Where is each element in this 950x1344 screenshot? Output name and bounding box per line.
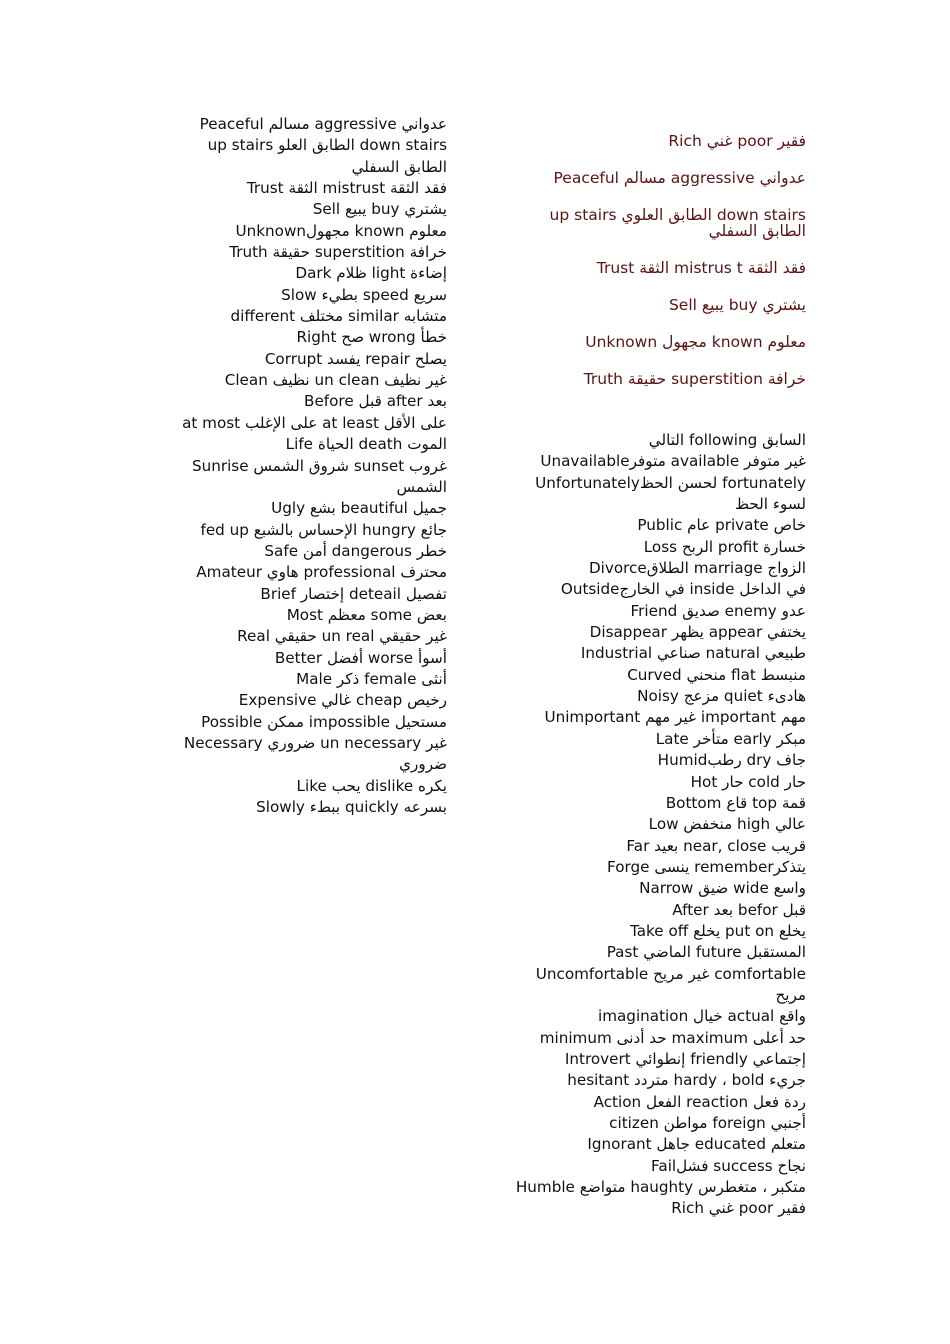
left-column-list — [170, 114, 447, 818]
vocab-line: Before قبل after بعد — [304, 392, 447, 411]
vocab-line: Right صح wrong خطأ — [296, 328, 447, 347]
vocab-line: Past الماضي future المستقبل — [606, 943, 806, 962]
vocab-line: السابق following التالي — [648, 431, 806, 449]
vocab-line: Slowly ببطء quickly بسرعه — [256, 798, 447, 816]
vocab-line: citizen مواطن foreign أجنبي — [609, 1114, 806, 1132]
right-column-bottom-list — [515, 430, 806, 1220]
vocab-line: Life الحياة death الموت — [285, 435, 447, 454]
vocab-line: Unavailableمتوفر available غير متوفر — [540, 452, 806, 471]
vocab-line: Amateur هاوي professional محترف — [196, 563, 447, 582]
vocab-line: Narrow ضيق wide واسع — [639, 879, 806, 898]
vocab-line: Introvert إنطوائي friendly إجتماعي — [564, 1049, 806, 1068]
vocab-line: Peaceful مسالم aggressive عدواني — [553, 169, 806, 187]
vocab-line: Safe أمن dangerous خطر — [264, 541, 447, 560]
vocab-line: Brief إختصار deteail تفصيل — [260, 584, 447, 603]
vocab-line: Sunrise شروق الشمس sunset غروب الشمس — [191, 456, 447, 496]
vocab-line: Sell يبيع buy يشتري — [668, 296, 806, 314]
vocab-line: Disappear يظهر appear يختفي — [589, 623, 806, 642]
vocab-line: Trust الثقة mistrus t فقد الثقة — [596, 259, 806, 277]
vocab-line: Low منخفض high عالي — [648, 815, 806, 834]
vocab-line: Unfortunatelyلحسن الحظ fortunately لسوء الحظ — [535, 473, 806, 514]
vocab-line: Unimportant غير مهم important مهم — [544, 708, 806, 727]
vocab-line: Ignorant جاهل educated متعلم — [587, 1135, 806, 1154]
vocab-line: Peaceful مسالم aggressive عدواني — [199, 115, 447, 133]
vocab-line: Clean نظيف un clean غير نظيف — [224, 371, 447, 390]
vocab-line: Necessary ضروري un necessary غير ضروري — [183, 733, 447, 774]
vocab-line: Industrial صناعي natural طبيعي — [580, 644, 806, 663]
vocab-line: Divorceالطلاق marriage الزواج — [588, 559, 806, 578]
vocab-line: Late متأخر early مبكر — [655, 729, 806, 748]
vocab-line: Possible ممكن impossible مستحيل — [201, 712, 447, 731]
vocab-line: Better أفضل worse أسوأ — [274, 648, 447, 667]
vocab-line: Bottom قاع top قمة — [665, 793, 806, 812]
vocab-line: hesitant متردد hardy ، bold جريء — [567, 1071, 806, 1090]
vocab-line: Humble متواضع haughty متكبر ، متغطرس — [515, 1178, 806, 1197]
vocab-line: Unknownمجهول known معلوم — [235, 221, 447, 240]
vocab-line: minimum حد أدنى maximum حد أعلى — [539, 1028, 806, 1047]
vocab-line: Ugly بشع beautiful جميل — [271, 499, 447, 518]
vocab-line: Failفشل success نجاح — [651, 1156, 806, 1175]
vocab-line: Loss الربح profit خسارة — [643, 537, 806, 556]
vocab-line: Corrupt يفسد repair يصلح — [264, 349, 447, 368]
vocab-line: Trust الثقة mistrust فقد الثقة — [246, 179, 447, 198]
vocab-line: Like يحب dislike يكره — [296, 776, 447, 795]
vocab-line: Noisy مزعج quiet هادىء — [637, 687, 806, 706]
vocab-line: different مختلف similar متشابه — [230, 307, 447, 326]
right-column-top-list — [515, 133, 806, 408]
vocab-line: Truth حقيقة superstition خرافة — [229, 243, 447, 262]
vocab-line: Friend صديق enemy عدو — [630, 601, 806, 620]
vocab-line: After بعد befor قبل — [672, 900, 806, 919]
vocab-line: Far بعيد near, close قريب — [626, 836, 806, 855]
vocab-line: fed up الإحساس بالشبع hungry جائع — [200, 520, 447, 539]
vocab-line: imagination خيال actual واقع — [597, 1007, 806, 1026]
vocab-line: Action الفعل reaction ردة فعل — [593, 1092, 806, 1111]
vocab-line: Dark ظلام light إضاءة — [295, 264, 447, 283]
vocab-line: Slow بطيء speed سريع — [281, 285, 447, 304]
vocab-line: Rich غني poor فقير — [671, 1199, 806, 1218]
vocab-line: Male ذكر female أنثى — [296, 669, 447, 688]
vocab-line: Hot حار cold حار — [690, 772, 806, 791]
vocab-line: Sell يبيع buy يشتري — [312, 200, 447, 219]
vocab-line: Most معظم some بعض — [286, 605, 447, 624]
vocab-line: Real حقيقي un real غير حقيقي — [237, 627, 447, 646]
vocab-line: Expensive غالي cheap رخيص — [238, 691, 447, 710]
vocab-line: up stairs الطابق العلوي down stairs الطابق السفلي — [549, 206, 806, 240]
vocab-line: Curved منحني flat منبسط — [627, 665, 806, 684]
vocab-line: Truth حقيقة superstition خرافة — [583, 370, 806, 388]
vocab-line: at most على الإغلب at least على الأقل — [182, 413, 447, 432]
vocab-line: Rich غني poor فقير — [668, 132, 806, 150]
vocab-line: Unknown مجهول known معلوم — [585, 333, 806, 351]
vocab-line: Forge ينسى rememberيتذكر — [607, 857, 806, 876]
vocab-line: up stairs الطابق العلو down stairs الطابق السفلي — [207, 136, 447, 176]
vocab-line: Humidرطب dry جاف — [657, 751, 806, 770]
vocab-line: Uncomfortable غير مريح comfortable مريح — [535, 964, 806, 1004]
vocab-line: Outsideفي الخارج inside في الداخل — [560, 580, 806, 599]
vocab-line: Take off يخلع put on يخلع — [629, 921, 806, 940]
vocab-line: Public عام private خاص — [637, 516, 806, 535]
